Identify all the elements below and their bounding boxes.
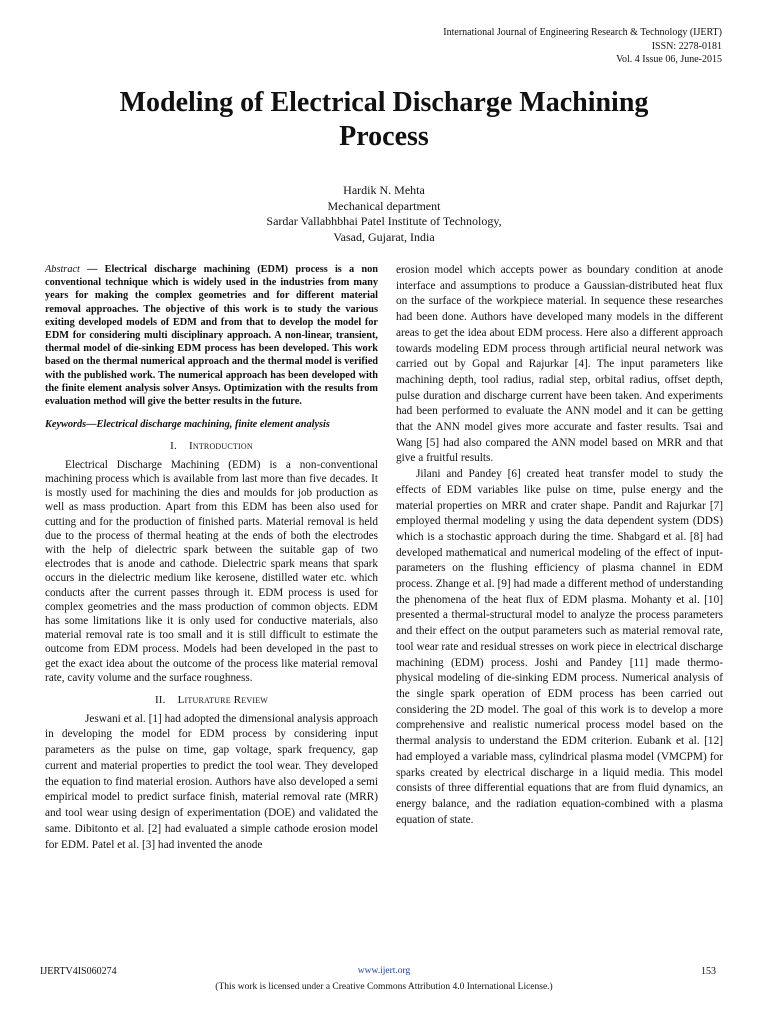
left-column — [45, 263, 378, 854]
abstract — [45, 263, 378, 408]
keywords-text: —Electrical discharge machining, finite element analysis — [86, 419, 330, 431]
volume-issue: Vol. 4 Issue 06, June-2015 — [616, 54, 722, 65]
keywords — [45, 418, 378, 431]
paper-title-line-2: Process — [339, 121, 429, 152]
literature-paragraph: Jeswani et al. [1] had adopted the dimensional analysis approach in developing the model for EDM process by considering input parameters as the pulse on time, gap voltage, spark frequency, gap current and material properties to predict the tool wear. They developed the equation to find material erosion. Authors have also developed a semi empirical model to predict surface finish, material removal rate (MRR) and tool wear using design of experimentation (DOE) and validated the same. Dibitonto et al. [2] had evaluated a simple cathode erosion model for EDM. Patel et al. [3] had invented the anode — [45, 712, 378, 851]
section-title: Liturature Review — [177, 694, 269, 707]
section-heading-literature-review — [45, 693, 378, 707]
author-location: Vasad, Gujarat, India — [333, 229, 435, 244]
journal-masthead — [443, 26, 722, 67]
introduction-paragraph: Electrical Discharge Machining (EDM) is a non-conventional machining process which is available from last more than five decades. It is mostly used for machining the dies and moulds for job production as well as mass production. Apart from this EDM has been also used for cutting and for the production of finished parts. Material removal is held due to the process of thermal heating at the ends of both the electrodes with the help of dielectric spark between the suitable gap of two electrodes that is anode and cathode. Dielectric spark means that spark occurs in the dielectric medium like kerosene, distilled water etc. which conducts after the current passes through it. EDM process is used for complex geometries and the mass production of common objects. EDM has some limitations like it is only used for conductive materials, also material removal rate is too small and it is still difficult to estimate the outcome from EDM process. Models had been developed in the past to get the exact idea about the outcome of the process like material removal rate, cavity volume and the surface roughness. — [45, 458, 378, 684]
right-paragraph-1: erosion model which accepts power as boundary condition at anode interface and assumptions to produce a Gaussian-distributed heat flux on the surface of the workpiece material. In sequence these researches had been done. Authors have developed many models in the different areas to get the idea about EDM process. Here also a different approach towards modeling EDM process through artificial neural network was carried out by Gopal and Rajurkar [4]. The input parameters like machining depth, tool radius, radial step, orbital radius, offset depth, pulse duration and discharge current have been taken. And experiments had been performed to evaluate the ANN model and it can be getting that the ANN model gives more accurate and faster results. Tsai and Wang [5] had also compared the ANN model based on MRR and that give a fruitful results. — [396, 264, 723, 465]
author-department: Mechanical department — [327, 198, 441, 213]
author-block — [0, 183, 768, 245]
section-heading-introduction — [45, 439, 378, 453]
section-number: I. — [170, 440, 177, 453]
abstract-text: — Electrical discharge machining (EDM) process is a non conventional technique which is widely used in the industries from many years for making the complex geometries and for different material removal approaches. The objective of this work is to study the various exiting developed models of EDM and from that to develop the model for EDM for considering multi disciplinary approach. A non-linear, transient, thermal model of die-sinking EDM process has been developed. This work based on the thermal numerical approach and the thermal model is verified with the published work. The numerical approach has been developed with the finite element analysis solver Ansys. Optimization with the results from evaluation method will give the better results in the future. — [45, 264, 378, 408]
paper-title — [40, 86, 728, 154]
section-title: Introduction — [188, 440, 253, 453]
paper-title-line-1: Modeling of Electrical Discharge Machining — [119, 87, 649, 118]
issn: ISSN: 2278-0181 — [651, 40, 722, 52]
journal-name: International Journal of Engineering Research & Technology (IJERT) — [443, 27, 722, 38]
section-number: II. — [154, 694, 166, 707]
author-institute: Sardar Vallabhbhai Patel Institute of Technology, — [266, 214, 502, 228]
author-name: Hardik N. Mehta — [343, 183, 425, 197]
page-number: 153 — [701, 966, 716, 977]
right-paragraph-2: Jilani and Pandey [6] created heat transfer model to study the effects of EDM variables like pulse on time, pulse energy and the material properties on MRR and crater shape. Pandit and Rajurkar [7] employed thermal modeling y using the data dependent system (DDS) which is a stochastic approach during the time. Shabgard et al. [8] had developed mathematical and numerical modeling of the effect of input-parameters on the flushing efficiency of plasma channel in EDM process. Zhange et al. [9] had made a different method of understanding the phenomena of the heat flux of EDM plasma. Mohanty et al. [10] presented a thermal-structural model to analyze the process parameters and their effect on the output parameters such as material removal rate, tool wear rate and residual stresses on work piece in electrical discharge machining (EDM) process. Joshi and Pandey [11] made thermo-physical modeling of die-sinking EDM process. Numerical analysis of the single spark operation of EDM process has been carried out considering the 2D model. The goal of this work is to develop a more comprehensive and realistic numerical process model based on the thermal analysis to understand the EDM criterion. Eubank et al. [12] had employed a variable mass, cylindrical plasma model (VMCPM) for sparks created by electrical discharge in a liquid media. This model consists of three differential equations that are from fluid dynamics, an energy balance, and the radiation equation-combined with a plasma equation of state. — [396, 468, 723, 826]
paper-id: IJERTV4IS060274 — [40, 966, 117, 977]
keywords-label: Keywords — [45, 419, 87, 431]
license-notice: (This work is licensed under a Creative Commons Attribution 4.0 International License.) — [215, 982, 553, 992]
abstract-label: Abstract — [45, 264, 80, 275]
right-column — [396, 263, 723, 828]
journal-url-link[interactable]: www.ijert.org — [357, 966, 411, 976]
